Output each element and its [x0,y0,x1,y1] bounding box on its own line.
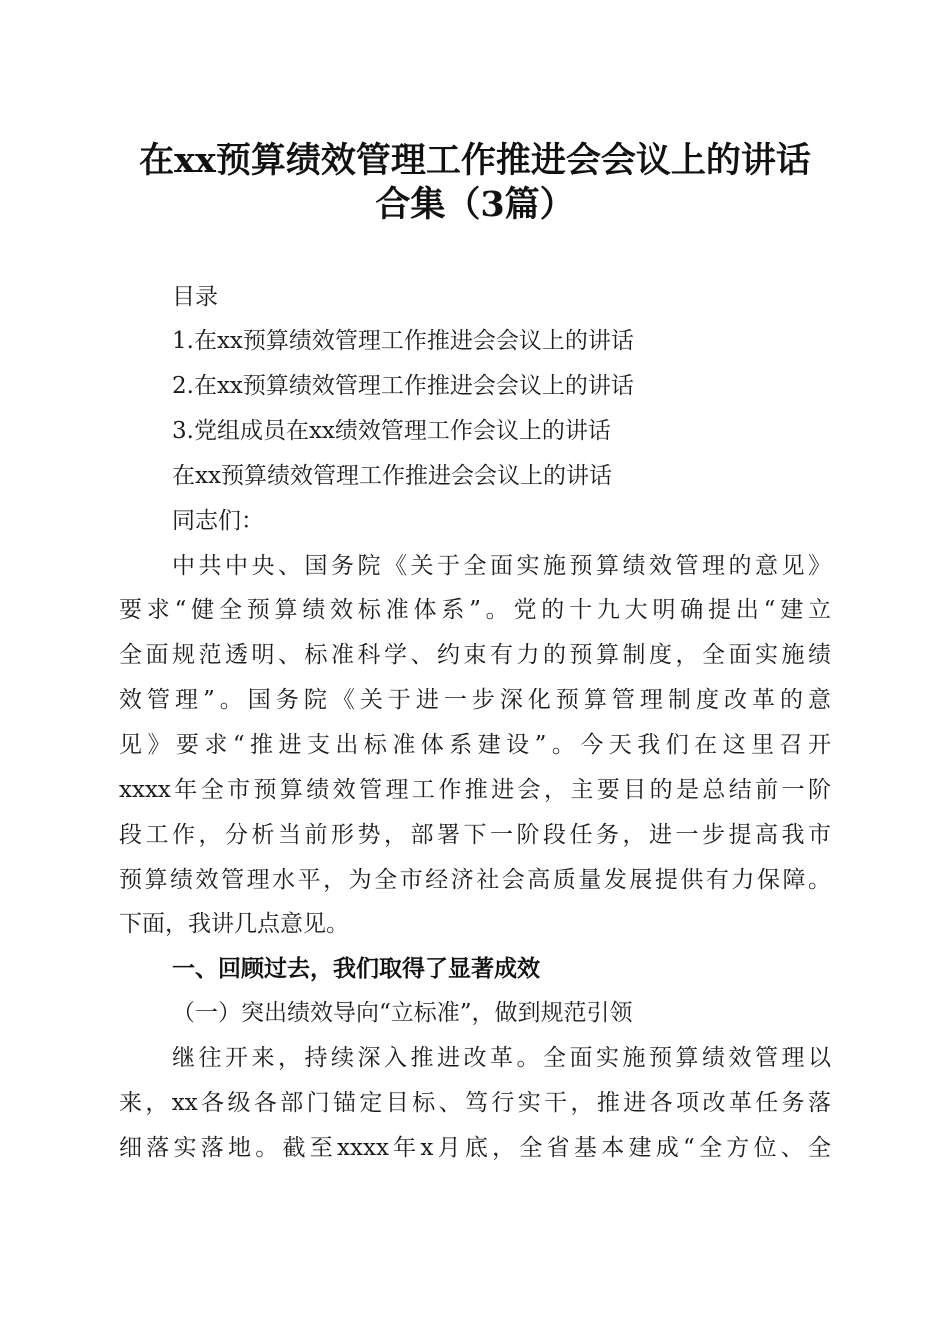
document-title-line2: 合集（3篇） [375,184,575,225]
document-title-line1: 在xx预算绩效管理工作推进会会议上的讲话 [139,140,811,181]
paragraph1-line: 中共中央、国务院《关于全面实施预算绩效管理的意见》 [172,553,831,579]
paragraph1-line: 效管理”。国务院《关于进一步深化预算管理制度改革的意 [119,687,831,713]
toc-item-1: 1.在xx预算绩效管理工作推进会会议上的讲话 [172,328,634,354]
toc-item-2: 2.在xx预算绩效管理工作推进会会议上的讲话 [172,373,634,399]
paragraph1-line: 预算绩效管理水平，为全市经济社会高质量发展提供有力保障。 [119,867,831,893]
paragraph2-line: 继往开来，持续深入推进改革。全面实施预算绩效管理以 [172,1045,831,1071]
paragraph2-line: 细落实落地。截至xxxx年x月底，全省基本建成“全方位、全 [119,1135,831,1161]
speech-title: 在xx预算绩效管理工作推进会会议上的讲话 [172,463,612,489]
paragraph1-line: 下面，我讲几点意见。 [119,911,349,937]
toc-heading: 目录 [172,284,218,310]
section1-heading: 一、回顾过去，我们取得了显著成效 [172,956,540,982]
salutation: 同志们： [172,508,264,534]
paragraph2-line: 来，xx各级各部门锚定目标、笃行实干，推进各项改革任务落 [119,1090,831,1116]
paragraph1-line: 全面规范透明、标准科学、约束有力的预算制度，全面实施绩 [119,642,831,668]
paragraph1-line: 要求“健全预算绩效标准体系”。党的十九大明确提出“建立 [119,597,831,623]
toc-item-3: 3.党组成员在xx绩效管理工作会议上的讲话 [172,418,611,444]
paragraph1-line: 见》要求“推进支出标准体系建设”。今天我们在这里召开 [119,732,831,758]
subsection1-heading: （一）突出绩效导向“立标准”，做到规范引领 [172,1000,633,1026]
paragraph1-line: 段工作，分析当前形势，部署下一阶段任务，进一步提高我市 [119,822,831,848]
paragraph1-line: xxxx年全市预算绩效管理工作推进会，主要目的是总结前一阶 [119,777,831,803]
